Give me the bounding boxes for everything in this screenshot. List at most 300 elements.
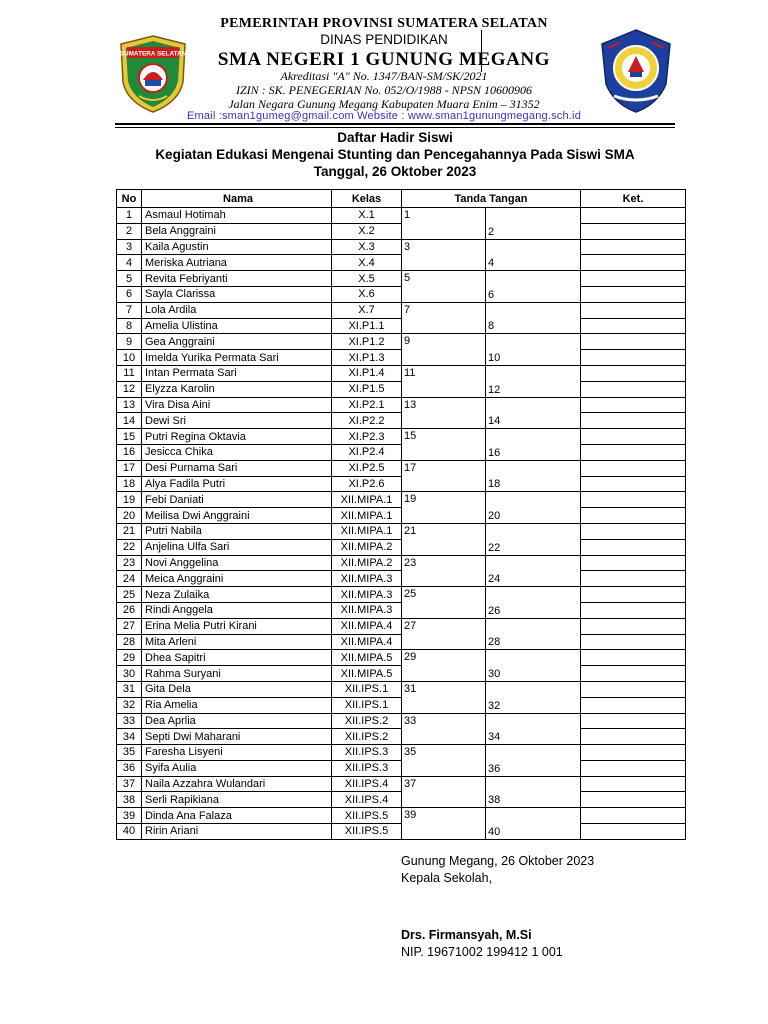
row-number: 16 [117, 444, 142, 460]
table-row [117, 286, 686, 302]
student-class: XII.IPS.3 [332, 745, 402, 761]
table-row [117, 792, 686, 808]
signature-place-date: Gunung Megang, 26 Oktober 2023 [401, 854, 595, 868]
signature-slot[interactable]: 7 [402, 302, 486, 318]
student-name: Imelda Yurika Permata Sari [142, 350, 332, 366]
student-class: XII.IPS.4 [332, 792, 402, 808]
student-class: XI.P1.2 [332, 334, 402, 350]
signature-slot[interactable]: 15 [402, 429, 486, 445]
student-class: XII.MIPA.4 [332, 634, 402, 650]
student-class: XI.P1.5 [332, 381, 402, 397]
student-class: X.7 [332, 302, 402, 318]
header-class: Kelas [332, 190, 402, 208]
student-name: Bela Anggraini [142, 223, 332, 239]
student-name: Alya Fadila Putri [142, 476, 332, 492]
student-class: XII.MIPA.1 [332, 492, 402, 508]
signature-slot-empty[interactable] [486, 208, 581, 224]
signature-slot-empty[interactable] [486, 492, 581, 508]
table-row [117, 523, 686, 539]
student-class: XII.MIPA.3 [332, 571, 402, 587]
signature-slot-empty[interactable] [402, 476, 486, 492]
row-number: 35 [117, 745, 142, 761]
signature-slot[interactable]: 3 [402, 239, 486, 255]
signature-slot-empty[interactable] [486, 365, 581, 381]
row-number: 33 [117, 713, 142, 729]
student-name: Revita Febriyanti [142, 271, 332, 287]
student-name: Lola Ardila [142, 302, 332, 318]
signature-slot[interactable]: 32 [486, 697, 581, 713]
student-name: Ria Amelia [142, 697, 332, 713]
student-name: Syifa Aulia [142, 760, 332, 776]
row-number: 25 [117, 587, 142, 603]
department-name: DINAS PENDIDIKAN [320, 32, 448, 47]
student-name: Ririn Ariani [142, 824, 332, 840]
signature-slot[interactable]: 21 [402, 523, 486, 539]
signature-slot[interactable]: 34 [486, 729, 581, 745]
school-name: SMA NEGERI 1 GUNUNG MEGANG [217, 49, 551, 70]
note-cell[interactable] [581, 413, 686, 429]
signature-slot-empty[interactable] [486, 460, 581, 476]
signature-slot-empty[interactable] [402, 602, 486, 618]
note-cell[interactable] [581, 555, 686, 571]
signature-slot[interactable]: 10 [486, 350, 581, 366]
student-class: X.5 [332, 271, 402, 287]
row-number: 29 [117, 650, 142, 666]
row-number: 17 [117, 460, 142, 476]
note-cell[interactable] [581, 429, 686, 445]
signature-slot-empty[interactable] [402, 286, 486, 302]
signature-slot-empty[interactable] [402, 350, 486, 366]
student-class: XII.MIPA.5 [332, 650, 402, 666]
signatory-nip: NIP. 19671002 199412 1 001 [401, 945, 563, 959]
student-name: Dea Aprlia [142, 713, 332, 729]
note-cell[interactable] [581, 286, 686, 302]
student-name: Intan Permata Sari [142, 365, 332, 381]
signature-slot-empty[interactable] [402, 634, 486, 650]
signature-slot-empty[interactable] [486, 618, 581, 634]
signature-slot[interactable]: 25 [402, 587, 486, 603]
row-number: 18 [117, 476, 142, 492]
note-cell[interactable] [581, 350, 686, 366]
note-cell[interactable] [581, 571, 686, 587]
student-class: X.4 [332, 255, 402, 271]
emblem-banner-text: SUMATERA SELATAN [119, 50, 187, 58]
student-name: Putri Regina Oktavia [142, 429, 332, 445]
table-header-row [117, 190, 686, 208]
note-cell[interactable] [581, 508, 686, 524]
student-class: XII.IPS.4 [332, 776, 402, 792]
note-cell[interactable] [581, 808, 686, 824]
table-row [117, 460, 686, 476]
row-number: 37 [117, 776, 142, 792]
signature-slot-empty[interactable] [486, 397, 581, 413]
row-number: 10 [117, 350, 142, 366]
note-cell[interactable] [581, 318, 686, 334]
row-number: 21 [117, 523, 142, 539]
student-name: Anjelina Ulfa Sari [142, 539, 332, 555]
note-cell[interactable] [581, 713, 686, 729]
table-row [117, 602, 686, 618]
row-number: 31 [117, 681, 142, 697]
header-no: No [117, 190, 142, 208]
note-cell[interactable] [581, 539, 686, 555]
student-class: X.6 [332, 286, 402, 302]
table-row [117, 302, 686, 318]
table-row [117, 444, 686, 460]
student-name: Dhea Sapitri [142, 650, 332, 666]
note-cell[interactable] [581, 492, 686, 508]
student-class: XII.MIPA.5 [332, 666, 402, 682]
signature-slot[interactable]: 35 [402, 745, 486, 761]
signature-slot-empty[interactable] [402, 666, 486, 682]
note-cell[interactable] [581, 271, 686, 287]
event-date: Tanggal, 26 Oktober 2023 [313, 164, 477, 179]
note-cell[interactable] [581, 208, 686, 224]
student-name: Meilisa Dwi Anggraini [142, 508, 332, 524]
note-cell[interactable] [581, 697, 686, 713]
table-row [117, 381, 686, 397]
student-name: Vira Disa Aini [142, 397, 332, 413]
student-class: XI.P2.2 [332, 413, 402, 429]
student-class: XII.IPS.5 [332, 824, 402, 840]
student-class: XII.IPS.2 [332, 729, 402, 745]
student-name: Meriska Autriana [142, 255, 332, 271]
student-class: XI.P1.1 [332, 318, 402, 334]
note-cell[interactable] [581, 365, 686, 381]
student-class: X.2 [332, 223, 402, 239]
row-number: 28 [117, 634, 142, 650]
note-cell[interactable] [581, 602, 686, 618]
signature-slot-empty[interactable] [486, 808, 581, 824]
note-cell[interactable] [581, 255, 686, 271]
signature-slot-empty[interactable] [402, 255, 486, 271]
row-number: 14 [117, 413, 142, 429]
note-cell[interactable] [581, 745, 686, 761]
student-class: XI.P2.1 [332, 397, 402, 413]
signature-slot-empty[interactable] [402, 381, 486, 397]
note-cell[interactable] [581, 476, 686, 492]
signature-slot[interactable]: 9 [402, 334, 486, 350]
student-class: XI.P2.3 [332, 429, 402, 445]
row-number: 40 [117, 824, 142, 840]
document-title: Daftar Hadir Siswi [337, 130, 453, 145]
signature-slot[interactable]: 12 [486, 381, 581, 397]
header-signature: Tanda Tangan [402, 190, 581, 208]
signature-slot-empty[interactable] [402, 571, 486, 587]
row-number: 11 [117, 365, 142, 381]
signature-slot-empty[interactable] [402, 413, 486, 429]
row-number: 15 [117, 429, 142, 445]
signature-slot-empty[interactable] [402, 824, 486, 840]
header-note: Ket. [581, 190, 686, 208]
note-cell[interactable] [581, 729, 686, 745]
student-name: Mita Arleni [142, 634, 332, 650]
student-name: Putri Nabila [142, 523, 332, 539]
student-name: Sayla Clarissa [142, 286, 332, 302]
signature-slot[interactable]: 11 [402, 365, 486, 381]
note-cell[interactable] [581, 397, 686, 413]
student-class: XII.MIPA.4 [332, 618, 402, 634]
student-name: Elyzza Karolin [142, 381, 332, 397]
table-row [117, 476, 686, 492]
table-row [117, 618, 686, 634]
signature-slot-empty[interactable] [486, 523, 581, 539]
signature-slot[interactable]: 6 [486, 286, 581, 302]
signature-slot-empty[interactable] [486, 681, 581, 697]
note-cell[interactable] [581, 681, 686, 697]
signature-slot[interactable]: 40 [486, 824, 581, 840]
student-class: XII.IPS.3 [332, 760, 402, 776]
student-class: XII.MIPA.3 [332, 602, 402, 618]
signature-slot-empty[interactable] [486, 302, 581, 318]
signature-slot-empty[interactable] [402, 729, 486, 745]
activity-title: Kegiatan Edukasi Mengenai Stunting dan Pencegahannya Pada Siswi SMA [155, 147, 635, 162]
note-cell[interactable] [581, 587, 686, 603]
letterhead-rule-thick [115, 123, 675, 125]
student-class: XII.IPS.5 [332, 808, 402, 824]
table-row [117, 239, 686, 255]
student-class: XII.MIPA.1 [332, 523, 402, 539]
row-number: 1 [117, 208, 142, 224]
row-number: 3 [117, 239, 142, 255]
row-number: 19 [117, 492, 142, 508]
row-number: 24 [117, 571, 142, 587]
table-row [117, 713, 686, 729]
note-cell[interactable] [581, 776, 686, 792]
signature-slot[interactable]: 20 [486, 508, 581, 524]
signature-slot[interactable]: 14 [486, 413, 581, 429]
signature-slot-empty[interactable] [402, 539, 486, 555]
contact-line: Email :sman1gumeg@gmail.com Website : www.sman1gunungmegang.sch.id [186, 110, 582, 122]
table-row [117, 587, 686, 603]
signature-slot[interactable]: 39 [402, 808, 486, 824]
signature-slot-empty[interactable] [486, 239, 581, 255]
table-body [117, 208, 686, 840]
signature-slot-empty[interactable] [486, 334, 581, 350]
student-name: Dewi Sri [142, 413, 332, 429]
row-number: 5 [117, 271, 142, 287]
row-number: 22 [117, 539, 142, 555]
address-line: Jalan Negara Gunung Megang Kabupaten Muara Enim – 31352 [228, 97, 540, 111]
table-row [117, 397, 686, 413]
row-number: 23 [117, 555, 142, 571]
student-name: Gita Dela [142, 681, 332, 697]
table-row [117, 555, 686, 571]
student-name: Desi Purnama Sari [142, 460, 332, 476]
signature-slot[interactable]: 37 [402, 776, 486, 792]
student-name: Amelia Ulistina [142, 318, 332, 334]
student-class: XI.P2.5 [332, 460, 402, 476]
signature-slot-empty[interactable] [402, 760, 486, 776]
student-name: Novi Anggelina [142, 555, 332, 571]
student-class: XII.MIPA.2 [332, 539, 402, 555]
signature-slot[interactable]: 2 [486, 223, 581, 239]
student-name: Rindi Anggela [142, 602, 332, 618]
signature-slot[interactable]: 28 [486, 634, 581, 650]
table-row [117, 350, 686, 366]
note-cell[interactable] [581, 460, 686, 476]
note-cell[interactable] [581, 334, 686, 350]
table-row [117, 539, 686, 555]
student-class: XI.P2.4 [332, 444, 402, 460]
row-number: 34 [117, 729, 142, 745]
table-row [117, 571, 686, 587]
student-name: Meica Anggraini [142, 571, 332, 587]
table-row [117, 666, 686, 682]
row-number: 36 [117, 760, 142, 776]
signature-slot[interactable]: 16 [486, 444, 581, 460]
student-name: Jesicca Chika [142, 444, 332, 460]
table-row [117, 413, 686, 429]
signature-slot-empty[interactable] [486, 650, 581, 666]
table-row [117, 208, 686, 224]
attendance-table [116, 189, 686, 840]
row-number: 32 [117, 697, 142, 713]
row-number: 26 [117, 602, 142, 618]
student-class: XII.MIPA.1 [332, 508, 402, 524]
signature-slot-empty[interactable] [402, 444, 486, 460]
row-number: 9 [117, 334, 142, 350]
signature-slot[interactable]: 13 [402, 397, 486, 413]
row-number: 20 [117, 508, 142, 524]
signature-role: Kepala Sekolah, [401, 871, 493, 885]
student-name: Dinda Ana Falaza [142, 808, 332, 824]
signature-slot[interactable]: 4 [486, 255, 581, 271]
student-class: XII.MIPA.3 [332, 587, 402, 603]
table-row [117, 634, 686, 650]
row-number: 2 [117, 223, 142, 239]
signature-slot[interactable]: 24 [486, 571, 581, 587]
signature-slot[interactable]: 18 [486, 476, 581, 492]
table-row [117, 255, 686, 271]
row-number: 12 [117, 381, 142, 397]
note-cell[interactable] [581, 444, 686, 460]
note-cell[interactable] [581, 523, 686, 539]
row-number: 13 [117, 397, 142, 413]
student-name: Asmaul Hotimah [142, 208, 332, 224]
table-row [117, 334, 686, 350]
signature-slot-empty[interactable] [402, 792, 486, 808]
row-number: 30 [117, 666, 142, 682]
table-row [117, 492, 686, 508]
table-row [117, 508, 686, 524]
signature-slot[interactable]: 8 [486, 318, 581, 334]
student-class: X.3 [332, 239, 402, 255]
note-cell[interactable] [581, 618, 686, 634]
student-name: Erina Melia Putri Kirani [142, 618, 332, 634]
signature-slot-empty[interactable] [402, 697, 486, 713]
student-name: Neza Zulaika [142, 587, 332, 603]
letterhead-mark [481, 30, 482, 72]
table-row [117, 760, 686, 776]
student-class: XII.MIPA.2 [332, 555, 402, 571]
table-row [117, 745, 686, 761]
signature-slot[interactable]: 23 [402, 555, 486, 571]
letterhead-rule-thin [115, 127, 675, 128]
header-name: Nama [142, 190, 332, 208]
student-class: XII.IPS.1 [332, 697, 402, 713]
signature-slot-empty[interactable] [402, 318, 486, 334]
student-class: XI.P2.6 [332, 476, 402, 492]
signature-slot-empty[interactable] [486, 745, 581, 761]
signature-slot[interactable]: 22 [486, 539, 581, 555]
signature-slot-empty[interactable] [402, 508, 486, 524]
signature-slot[interactable]: 1 [402, 208, 486, 224]
signature-slot-empty[interactable] [486, 271, 581, 287]
table-row [117, 776, 686, 792]
note-cell[interactable] [581, 650, 686, 666]
row-number: 4 [117, 255, 142, 271]
table-row [117, 650, 686, 666]
student-class: XI.P1.3 [332, 350, 402, 366]
signature-slot-empty[interactable] [486, 587, 581, 603]
signature-slot[interactable]: 27 [402, 618, 486, 634]
student-name: Febi Daniati [142, 492, 332, 508]
note-cell[interactable] [581, 223, 686, 239]
note-cell[interactable] [581, 666, 686, 682]
signature-slot[interactable]: 29 [402, 650, 486, 666]
note-cell[interactable] [581, 239, 686, 255]
table-row [117, 697, 686, 713]
row-number: 27 [117, 618, 142, 634]
signature-slot[interactable]: 26 [486, 602, 581, 618]
signature-slot-empty[interactable] [486, 429, 581, 445]
row-number: 7 [117, 302, 142, 318]
signature-slot[interactable]: 36 [486, 760, 581, 776]
student-class: XI.P1.4 [332, 365, 402, 381]
signature-slot[interactable]: 5 [402, 271, 486, 287]
note-cell[interactable] [581, 792, 686, 808]
signature-slot-empty[interactable] [486, 713, 581, 729]
note-cell[interactable] [581, 824, 686, 840]
signature-slot[interactable]: 38 [486, 792, 581, 808]
note-cell[interactable] [581, 634, 686, 650]
table-row [117, 681, 686, 697]
table-row [117, 365, 686, 381]
signature-slot-empty[interactable] [486, 776, 581, 792]
student-name: Kaila Agustin [142, 239, 332, 255]
table-row [117, 429, 686, 445]
table-row [117, 729, 686, 745]
signature-slot-empty[interactable] [486, 555, 581, 571]
student-name: Serli Rapikiana [142, 792, 332, 808]
student-class: X.1 [332, 208, 402, 224]
table-row [117, 271, 686, 287]
row-number: 39 [117, 808, 142, 824]
student-class: XII.IPS.2 [332, 713, 402, 729]
signature-slot-empty[interactable] [402, 223, 486, 239]
signature-slot[interactable]: 19 [402, 492, 486, 508]
student-name: Gea Anggraini [142, 334, 332, 350]
signature-slot[interactable]: 31 [402, 681, 486, 697]
student-name: Faresha Lisyeni [142, 745, 332, 761]
government-name: PEMERINTAH PROVINSI SUMATERA SELATAN [220, 16, 548, 31]
signature-slot[interactable]: 33 [402, 713, 486, 729]
signature-slot[interactable]: 17 [402, 460, 486, 476]
row-number: 6 [117, 286, 142, 302]
student-name: Rahma Suryani [142, 666, 332, 682]
student-name: Septi Dwi Maharani [142, 729, 332, 745]
note-cell[interactable] [581, 760, 686, 776]
student-class: XII.IPS.1 [332, 681, 402, 697]
row-number: 8 [117, 318, 142, 334]
signature-slot[interactable]: 30 [486, 666, 581, 682]
permit-line: IZIN : SK. PENEGERIAN No. 052/O/1988 - NPSN 10600906 [236, 83, 532, 97]
accreditation-line: Akreditasi "A" No. 1347/BAN-SM/SK/2021 [280, 69, 488, 83]
note-cell[interactable] [581, 381, 686, 397]
table-row [117, 318, 686, 334]
note-cell[interactable] [581, 302, 686, 318]
